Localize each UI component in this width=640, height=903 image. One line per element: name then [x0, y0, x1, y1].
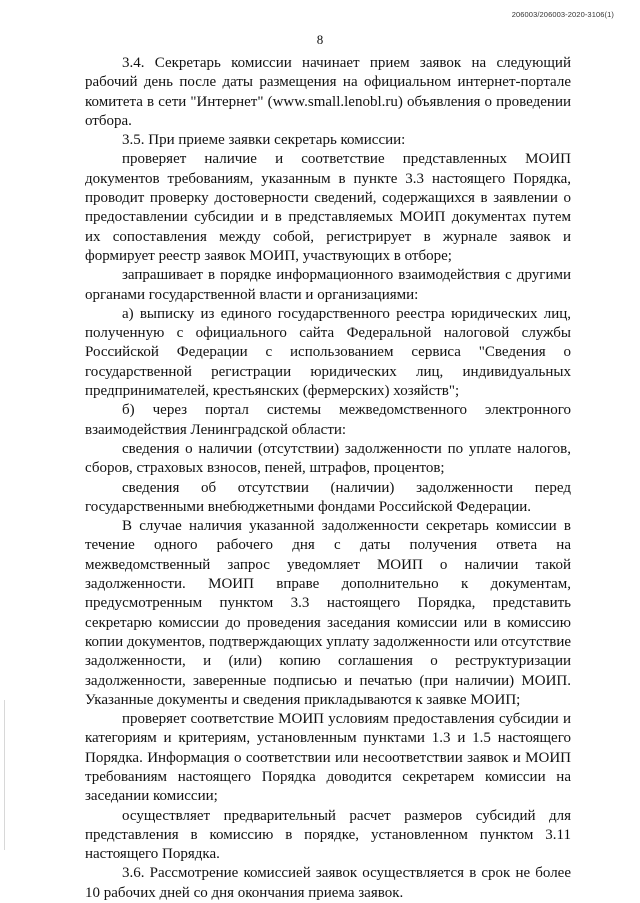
document-body — [85, 54, 571, 903]
paragraph-debt-case: В случае наличия указанной задолженности секретарь комиссии в течение одного рабочего дня с даты получения ответа на межведомственный запрос уведомляет МОИП о наличии такой задолженности. МОИП вправе дополнительно к документам, предусмотренным пунктом 3.3 настоящего Порядка, представить секретарю комиссии до проведения заседания комиссии или в комиссию копии документов, подтверждающих уплату задолженности или отсутствие задолженности, и (или) копию соглашения о реструктуризации задолженности, заверенные подписью и печатью (при наличии) МОИП. Указанные документы и сведения прикладываются к заявке МОИП; — [85, 518, 571, 708]
paragraph-item-a: а) выписку из единого государственного реестра юридических лиц, полученную с официального сайта Федеральной налоговой службы Российской Федерации с использованием сервиса "Сведения о государственной регистрации юридических лиц, индивидуальных предпринимателей, крестьянских (фермерских) хозяйств"; — [85, 305, 571, 400]
document-id: 206003/206003-2020-3106(1) — [511, 10, 614, 19]
paragraph-tax-debt: сведения о наличии (отсутствии) задолженности по уплате налогов, сборов, страховых взносов, пеней, штрафов, процентов; — [85, 440, 571, 477]
paragraph-3-6: 3.6. Рассмотрение комиссией заявок осуществляется в срок не более 10 рабочих дней со дня окончания приема заявок. — [85, 865, 571, 901]
scan-edge-mark — [4, 700, 5, 850]
paragraph-3-4: 3.4. Секретарь комиссии начинает прием заявок на следующий рабочий день после даты размещения на официальном интернет-портале комитета в сети "Интернет" (www.small.lenobl.ru) объявления о проведении отбора. — [85, 55, 571, 129]
paragraph-3-5: 3.5. При приеме заявки секретарь комиссии: — [122, 132, 406, 149]
paragraph-fund-debt: сведения об отсутствии (наличии) задолженности перед государственными внебюджетными фондами Российской Федерации. — [85, 479, 571, 515]
paragraph-requests-info: запрашивает в порядке информационного взаимодействия с другими органами государственной власти и организациями: — [85, 267, 571, 303]
paragraph-item-b: б) через портал системы межведомственного электронного взаимодействия Ленинградской области: — [85, 402, 571, 438]
paragraph-checks-documents: проверяет наличие и соответствие представленных МОИП документов требованиям, указанным в пункте 3.3 настоящего Порядка, проводит проверку достоверности сведений, содержащихся в заявлении о предоставлении субсидии и в представляемых МОИП документах путем их сопоставления между собой, регистрирует в журнале заявок и формирует реестр заявок МОИП, участвующих в отборе; — [85, 151, 571, 264]
page-number: 8 — [316, 32, 324, 47]
paragraph-checks-conditions: проверяет соответствие МОИП условиям предоставления субсидии и категориям и критериям, установленным пунктами 1.3 и 1.5 настоящего Порядка. Информация о соответствии или несоответствии заявок и МОИП требованиям настоящего Порядка доводится секретарем комиссии на заседании комиссии; — [85, 711, 571, 805]
paragraph-preliminary-calc: осуществляет предварительный расчет размеров субсидий для представления в комиссию в порядке, установленном пунктом 3.11 настоящего Порядка. — [85, 807, 571, 863]
